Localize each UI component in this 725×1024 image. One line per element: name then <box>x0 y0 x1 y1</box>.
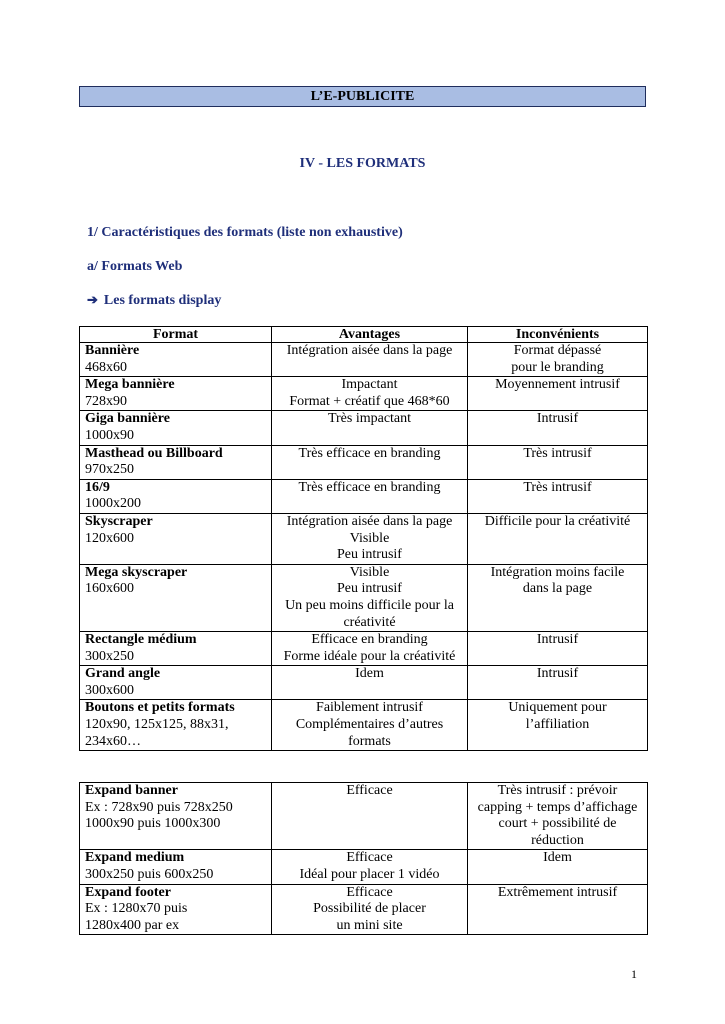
format-cell <box>80 445 272 479</box>
table-row <box>80 411 648 445</box>
format-cell <box>80 700 272 751</box>
format-name: Giga bannière <box>85 411 170 427</box>
format-cell <box>80 884 272 935</box>
format-cell <box>80 850 272 884</box>
advantage-line: Complémentaires d’autres <box>295 717 444 733</box>
format-size: 1000x90 <box>85 427 134 443</box>
drawbacks-cell <box>468 783 648 850</box>
drawbacks-cell <box>468 700 648 751</box>
table-row <box>80 377 648 411</box>
advantage-line: Efficace en branding <box>311 632 428 648</box>
advantages-cell <box>272 513 468 564</box>
format-size: 234x60… <box>85 733 141 749</box>
drawback-line: Idem <box>543 850 572 866</box>
advantages-cell <box>272 850 468 884</box>
drawback-line: Intrusif <box>536 411 579 427</box>
advantage-line: Intégration aisée dans la page <box>286 343 453 358</box>
table-row <box>80 513 648 564</box>
drawback-line: pour le branding <box>511 359 604 375</box>
format-size: Ex : 1280x70 puis <box>85 901 188 917</box>
drawbacks-cell <box>468 377 648 411</box>
format-name: Boutons et petits formats <box>85 700 235 716</box>
advantage-line: Peu intrusif <box>337 581 402 597</box>
advantage-line: Intégration aisée dans la page <box>286 513 453 529</box>
drawback-line: réduction <box>531 832 584 848</box>
advantage-line: Efficace <box>346 783 393 798</box>
advantage-line: un mini site <box>336 917 403 933</box>
advantage-line: Forme idéale pour la créativité <box>283 648 456 664</box>
drawbacks-cell <box>468 850 648 884</box>
drawback-line: Format dépassé <box>513 343 602 358</box>
format-cell <box>80 343 272 377</box>
display-formats-label: Les formats display <box>103 293 222 308</box>
drawbacks-cell <box>468 411 648 445</box>
table-row <box>80 564 648 631</box>
format-size: 468x60 <box>85 359 127 375</box>
advantages-cell <box>272 564 468 631</box>
section-title: IV - LES FORMATS <box>299 156 426 171</box>
drawback-line: dans la page <box>522 581 593 597</box>
format-cell <box>80 783 272 850</box>
drawback-line: court + possibilité de <box>498 816 617 832</box>
format-name: Mega bannière <box>85 377 175 393</box>
format-size: 300x250 <box>85 648 134 664</box>
subtitle-web-formats: a/ Formats Web <box>87 259 183 274</box>
page-number: 1 <box>631 967 637 981</box>
column-header-advantages: Avantages <box>272 327 468 343</box>
advantages-cell <box>272 343 468 377</box>
format-size: 728x90 <box>85 393 127 409</box>
format-size: 300x600 <box>85 682 134 698</box>
table-row <box>80 783 648 850</box>
drawback-line: Difficile pour la créativité <box>484 513 631 529</box>
advantages-cell <box>272 377 468 411</box>
drawbacks-cell <box>468 666 648 700</box>
table-row <box>80 479 648 513</box>
format-name: Rectangle médium <box>85 632 197 648</box>
advantages-cell <box>272 445 468 479</box>
table-row <box>80 445 648 479</box>
drawbacks-cell <box>468 564 648 631</box>
format-name: Expand medium <box>85 850 185 866</box>
table-row <box>80 700 648 751</box>
table-row <box>80 632 648 666</box>
format-name: Expand banner <box>85 783 178 798</box>
right-arrow-icon: ➔ <box>87 292 98 307</box>
advantages-cell <box>272 700 468 751</box>
format-cell <box>80 377 272 411</box>
drawback-line: Intégration moins facile <box>490 564 625 580</box>
format-name: 16/9 <box>85 479 110 495</box>
advantage-line: Impactant <box>341 377 398 393</box>
drawback-line: Uniquement pour <box>508 700 607 716</box>
format-cell <box>80 411 272 445</box>
advantages-cell <box>272 666 468 700</box>
format-cell <box>80 666 272 700</box>
table-row <box>80 884 648 935</box>
table-header-row <box>80 327 648 343</box>
format-cell <box>80 513 272 564</box>
format-size: 120x90, 125x125, 88x31, <box>85 717 229 733</box>
advantage-line: Possibilité de placer <box>313 901 426 917</box>
format-size: 300x250 puis 600x250 <box>85 866 214 882</box>
format-name: Masthead ou Billboard <box>85 445 223 461</box>
advantage-line: Visible <box>349 530 390 546</box>
advantages-cell <box>272 411 468 445</box>
format-size: 970x250 <box>85 462 134 478</box>
advantage-line: Peu intrusif <box>337 547 402 563</box>
advantage-line: Format + créatif que 468*60 <box>289 393 450 409</box>
advantage-line: Très impactant <box>327 411 412 427</box>
drawback-line: Intrusif <box>536 632 579 648</box>
drawback-line: Extrêmement intrusif <box>497 884 618 900</box>
drawbacks-cell <box>468 884 648 935</box>
expand-formats-table <box>79 782 648 935</box>
drawbacks-cell <box>468 513 648 564</box>
format-size: 1000x90 puis 1000x300 <box>85 816 221 832</box>
format-size: 1000x200 <box>85 496 141 512</box>
advantage-line: Idem <box>355 666 384 682</box>
advantage-line: Visible <box>349 564 390 580</box>
drawback-line: Très intrusif : prévoir <box>497 783 618 798</box>
format-size: 160x600 <box>85 581 134 597</box>
advantages-cell <box>272 632 468 666</box>
subtitle-display-formats <box>87 292 221 309</box>
drawback-line: Moyennement intrusif <box>495 377 620 393</box>
column-header-drawbacks: Inconvénients <box>468 327 648 343</box>
format-name: Bannière <box>85 343 140 358</box>
advantage-line: Un peu moins difficile pour la <box>285 597 454 613</box>
advantage-line: Efficace <box>346 884 393 900</box>
advantage-line: Très efficace en branding <box>298 479 441 495</box>
document-banner: L’E-PUBLICITE <box>79 86 646 107</box>
subtitle-characteristics: 1/ Caractéristiques des formats (liste non exhaustive) <box>87 225 403 240</box>
drawbacks-cell <box>468 445 648 479</box>
advantage-line: Efficace <box>346 850 393 866</box>
format-name: Skyscraper <box>85 513 153 529</box>
drawback-line: capping + temps d’affichage <box>477 799 638 815</box>
drawbacks-cell <box>468 479 648 513</box>
format-size: 1280x400 par ex <box>85 917 180 933</box>
drawbacks-cell <box>468 343 648 377</box>
advantages-cell <box>272 783 468 850</box>
drawback-line: Intrusif <box>536 666 579 682</box>
drawbacks-cell <box>468 632 648 666</box>
advantage-line: formats <box>348 733 391 749</box>
format-name: Mega skyscraper <box>85 564 188 580</box>
format-cell <box>80 479 272 513</box>
display-formats-table <box>79 326 648 751</box>
table-row <box>80 666 648 700</box>
advantage-line: Très efficace en branding <box>298 445 441 461</box>
format-name: Expand footer <box>85 884 171 900</box>
advantages-cell <box>272 884 468 935</box>
table-row <box>80 850 648 884</box>
format-size: Ex : 728x90 puis 728x250 <box>85 799 233 815</box>
format-size: 120x600 <box>85 530 134 546</box>
column-header-format: Format <box>80 327 272 343</box>
advantage-line: Faiblement intrusif <box>316 700 423 716</box>
format-name: Grand angle <box>85 666 161 682</box>
format-cell <box>80 564 272 631</box>
advantage-line: Idéal pour placer 1 vidéo <box>299 866 440 882</box>
drawback-line: Très intrusif <box>523 479 592 495</box>
drawback-line: l’affiliation <box>525 717 590 733</box>
advantages-cell <box>272 479 468 513</box>
format-cell <box>80 632 272 666</box>
table-row <box>80 343 648 377</box>
advantage-line: créativité <box>343 614 396 630</box>
drawback-line: Très intrusif <box>523 445 592 461</box>
